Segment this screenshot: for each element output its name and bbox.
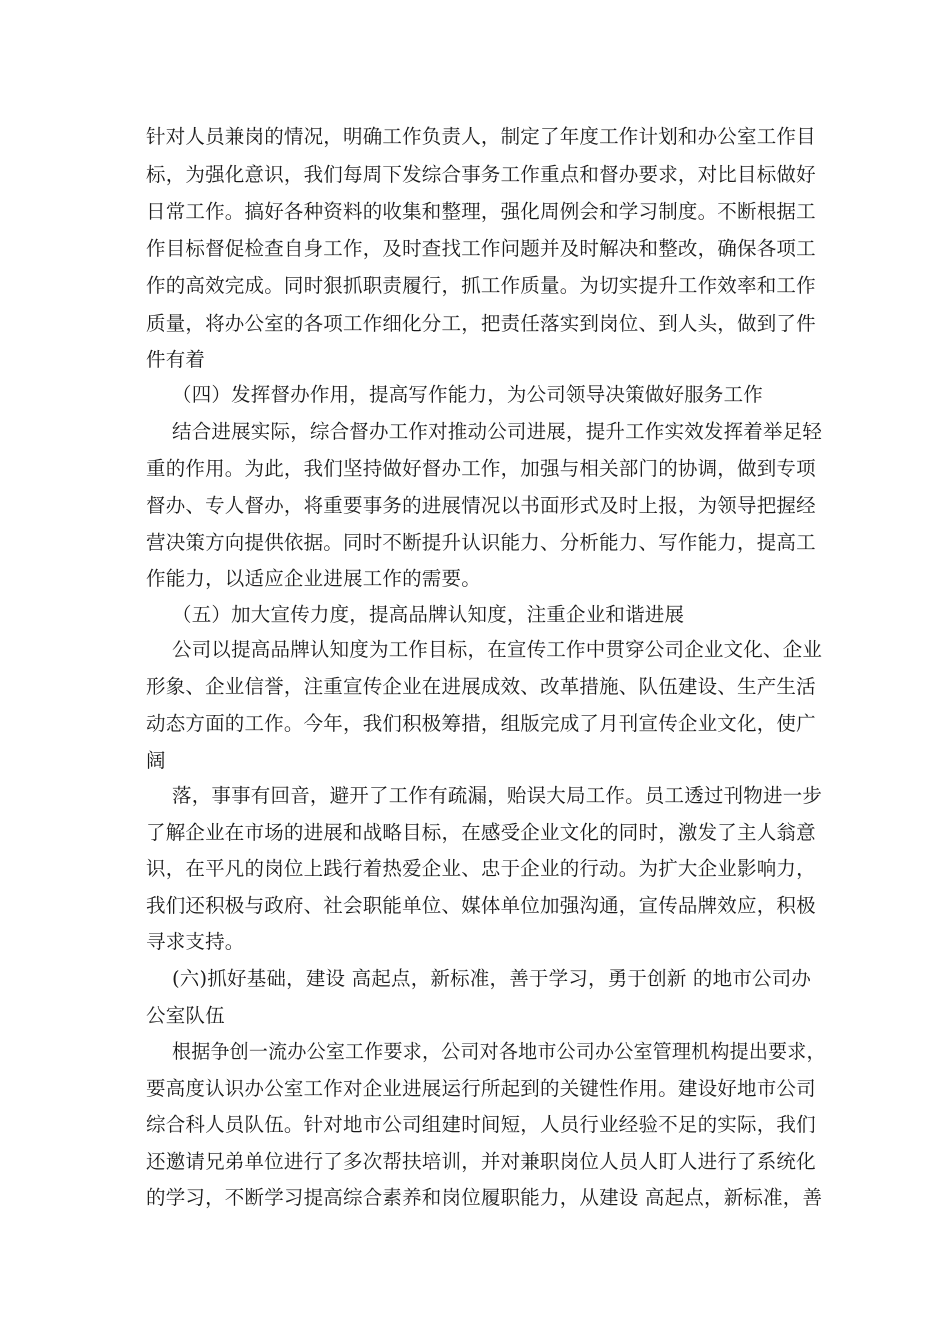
text-line: 我们还积极与政府、社会职能单位、媒体单位加强沟通，宣传品牌效应，积极	[146, 894, 816, 917]
text-line: 针对人员兼岗的情况，明确工作负责人，制定了年度工作计划和办公室工作目	[146, 125, 816, 148]
text-line: 根据争创一流办公室工作要求，公司对各地市公司办公室管理机构提出要求，	[172, 1040, 826, 1063]
text-line: 重的作用。为此，我们坚持做好督办工作，加强与相关部门的协调，做到专项	[146, 457, 816, 480]
text-line: 作的高效完成。同时狠抓职责履行，抓工作质量。为切实提升工作效率和工作	[146, 274, 816, 297]
text-line: 阔	[146, 749, 166, 772]
text-line: 督办、专人督办，将重要事务的进展情况以书面形式及时上报，为领导把握经	[146, 494, 816, 517]
section-heading: 公室队伍	[146, 1004, 225, 1027]
text-line: 营决策方向提供依据。同时不断提升认识能力、分析能力、写作能力，提高工	[146, 531, 816, 554]
text-line: 的学习，不断学习提高综合素养和岗位履职能力，从建设 高起点，新标准，善	[146, 1186, 823, 1209]
section-heading: (六)抓好基础，建设 高起点，新标准，善于学习，勇于创新 的地市公司办	[172, 967, 812, 990]
text-line: 动态方面的工作。今年，我们积极筹措，组版完成了月刊宣传企业文化，使广	[146, 712, 816, 735]
text-line: 件有着	[146, 348, 206, 371]
text-line: 公司以提高品牌认知度为工作目标，在宣传工作中贯穿公司企业文化、企业	[172, 638, 823, 661]
text-line: 质量，将办公室的各项工作细化分工，把责任落实到岗位、到人头，做到了件	[146, 312, 816, 335]
text-line: 形象、企业信誉，注重宣传企业在进展成效、改革措施、队伍建设、生产生活	[146, 675, 816, 698]
text-line: 综合科人员队伍。针对地市公司组建时间短，人员行业经验不足的实际，我们	[146, 1113, 816, 1136]
text-line: 寻求支持。	[146, 930, 245, 953]
text-line: 落，事事有回音，避开了工作有疏漏，贻误大局工作。员工透过刊物进一步	[172, 784, 823, 807]
text-line: 识，在平凡的岗位上践行着热爱企业、忠于企业的行动。为扩大企业影响力，	[146, 857, 816, 880]
section-heading: （四）发挥督办作用，提高写作能力，为公司领导决策做好服务工作	[172, 383, 764, 406]
text-line: 标，为强化意识，我们每周下发综合事务工作重点和督办要求，对比目标做好	[146, 163, 816, 186]
section-heading: （五）加大宣传力度，提高品牌认知度，注重企业和谐进展	[172, 603, 685, 626]
text-line: 了解企业在市场的进展和战略目标，在感受企业文化的同时，激发了主人翁意	[146, 821, 816, 844]
text-line: 结合进展实际，综合督办工作对推动公司进展，提升工作实效发挥着举足轻	[172, 420, 823, 443]
text-line: 还邀请兄弟单位进行了多次帮扶培训，并对兼职岗位人员人盯人进行了系统化	[146, 1150, 816, 1173]
text-line: 作目标督促检查自身工作，及时查找工作问题并及时解决和整改，确保各项工	[146, 237, 816, 260]
text-line: 作能力，以适应企业进展工作的需要。	[146, 567, 481, 590]
text-line: 日常工作。搞好各种资料的收集和整理，强化周例会和学习制度。不断根据工	[146, 200, 816, 223]
text-line: 要高度认识办公室工作对企业进展运行所起到的关键性作用。建设好地市公司	[146, 1077, 816, 1100]
